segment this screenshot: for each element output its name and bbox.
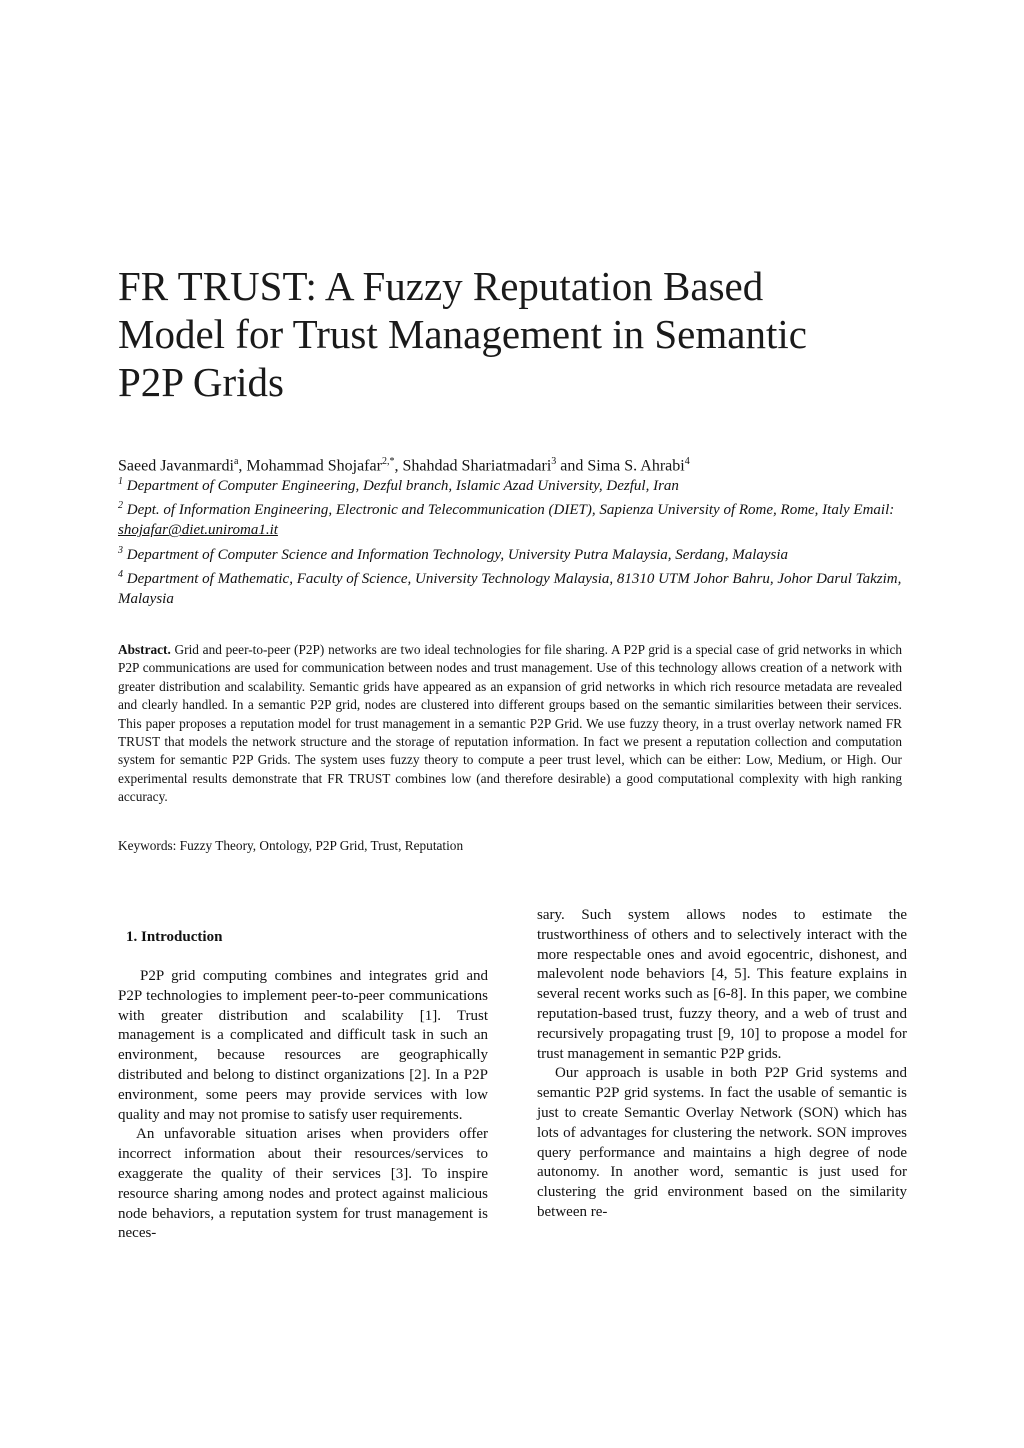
author-sep-1: , [238,457,247,475]
affiliation-3-text: Department of Computer Science and Information Technology, University Putra Malaysia, Serdang, Malaysia [123,546,789,563]
abstract-text: Grid and peer-to-peer (P2P) networks are two ideal technologies for file sharing. A P2P grid is a special case of grid networks in which P2P communications are used for communication between nodes and trust management. Use of this technology allows creation of a network with greater distribution and scalability. Semantic grids have appeared as an expansion of grid networks in which rich resource metadata are revealed and clearly handled. In a semantic P2P grid, nodes are clustered into different groups based on the semantic similarities between their services. This paper proposes a reputation model for trust management in a semantic P2P Grid. We use fuzzy theory, in a trust overlay network named FR TRUST that models the network structure and the storage of reputation information. In fact we present a reputation collection and computation system for semantic P2P Grids. The system uses fuzzy theory to compute a peer trust level, which can be either: Low, Medium, or High. Our experimental results demonstrate that FR TRUST combines low (and therefore desirable) a good computational complexity with high ranking accuracy. [118,642,902,805]
author-2-sup: 2,* [381,456,395,467]
author-3: Shahdad Shariatmadari [402,457,552,475]
affiliation-2-num: 2 [118,500,123,512]
title-line-2: Model for Trust Management in Semantic [118,311,807,357]
affiliation-1-text: Department of Computer Engineering, Dezful branch, Islamic Azad University, Dezful, Iran [123,478,679,494]
author-1-sup: a [233,456,239,467]
title-line-3: P2P Grids [118,359,284,405]
affiliation-1-num: 1 [118,476,123,487]
affiliation-4-text: Department of Mathematic, Faculty of Science, University Technology Malaysia, 81310 UTM Johor Bahru, Johor Darul Takzim, Malaysia [118,570,902,608]
affiliations [118,472,908,609]
author-4: Sima S. Ahrabi [587,457,685,475]
author-3-sup: 3 [551,456,557,467]
right-column [537,906,907,1223]
section-heading-introduction: 1. Introduction [126,929,223,945]
abstract [118,641,902,807]
author-2: Mohammad Shojafar [246,457,382,475]
intro-paragraph-3: Our approach is usable in both P2P Grid systems and semantic P2P grid systems. In fact the usable of semantic is just to create Semantic Overlay Network (SON) which has lots of advantages for clustering the network. SON improves query performance and maintains a high degree of node autonomy. In another word, semantic is just used for clustering the grid environment based on the similarity between re- [537,1065,907,1220]
intro-paragraph-1: P2P grid computing combines and integrates grid and P2P technologies to implement peer-to-peer communications with greater distribution and scalability [1]. Trust management is a complicated and difficult task in such an environment, because resources are geographically distributed and belong to distinct organizations [2]. In a P2P environment, some peers may provide services with low quality and may not promise to satisfy user requirements. [118,968,488,1123]
author-4-sup: 4 [684,456,690,467]
intro-paragraph-2-part-1: An unfavorable situation arises when providers offer incorrect information about their resources/services to exaggerate the quality of their services [3]. To inspire resource sharing among nodes and protect against malicious node behaviors, a reputation system for trust management is neces- [118,1126,488,1242]
left-column [118,907,488,1244]
email-link[interactable]: shojafar@diet.uniroma1.it [118,522,278,539]
author-1: Saeed Javanmardi [118,457,234,475]
affiliation-2-text: Dept. of Information Engineering, Electronic and Telecommunication (DIET), Sapienza University of Rome, Rome, Italy Email: [123,502,895,519]
author-sep-3: and [556,457,588,475]
title-line-1: FR TRUST: A Fuzzy Reputation Based [118,263,764,309]
affiliation-4 [118,565,908,609]
affiliation-2 [118,496,908,540]
affiliation-3 [118,541,908,565]
author-sep-2: , [394,457,403,475]
abstract-label: Abstract. [118,642,171,657]
intro-paragraph-2-part-2: sary. Such system allows nodes to estimate the trustworthiness of others and to selectively interact with the more respectable ones and avoid egocentric, dishonest, and malevolent node behaviors [4, 5]. This feature explains in several recent works such as [6-8]. In this paper, we combine reputation-based trust, fuzzy theory, and a web of trust and recursively propagating trust [9, 10] to propose a model for trust management in semantic P2P grids. [537,907,907,1062]
paper-title [118,262,918,406]
affiliation-1 [118,472,908,496]
affiliation-4-num: 4 [118,568,123,580]
affiliation-3-num: 3 [118,544,123,556]
keywords: Keywords: Fuzzy Theory, Ontology, P2P Grid, Trust, Reputation [118,838,464,853]
